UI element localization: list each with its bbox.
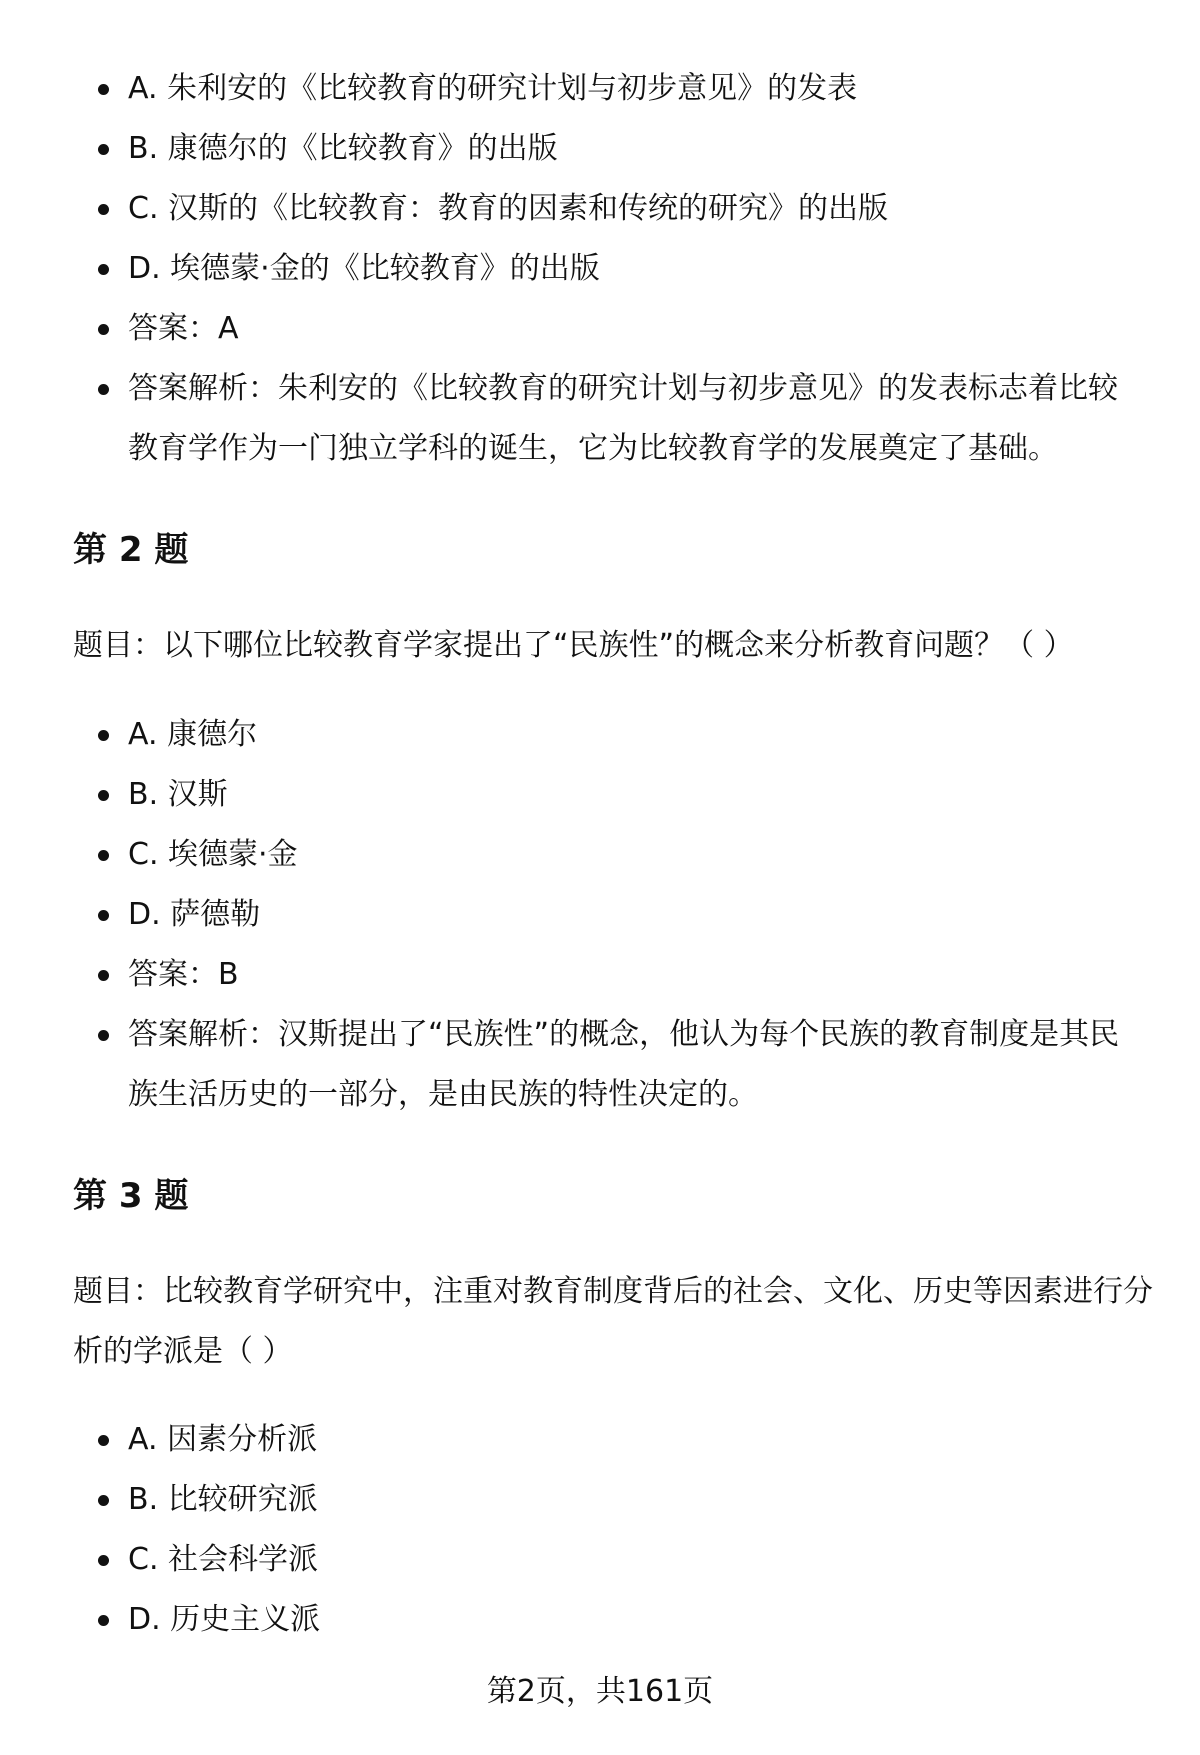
bullet-icon: [98, 1030, 109, 1041]
question-heading: 第 2 题: [73, 530, 189, 570]
bullet-icon: [98, 204, 109, 215]
explanation-item: 答案解析：朱利安的《比较教育的研究计划与初步意见》的发表标志着比较教育学作为一门独立学科的诞生，它为比较教育学的发展奠定了基础。: [0, 359, 1200, 479]
page-number: 第2页，共161页: [486, 1674, 714, 1709]
list-item: A. 因素分析派: [0, 1410, 1200, 1470]
bullet-icon: [98, 1555, 109, 1566]
bullet-icon: [98, 790, 109, 801]
bullet-icon: [98, 730, 109, 741]
list-item: B. 康德尔的《比较教育》的出版: [0, 119, 1200, 179]
list-item: B. 比较研究派: [0, 1470, 1200, 1530]
answer-item: 答案：A: [0, 299, 1200, 359]
bullet-icon: [98, 384, 109, 395]
bullet-icon: [98, 970, 109, 981]
bullet-icon: [98, 324, 109, 335]
list-item: D. 埃德蒙·金的《比较教育》的出版: [0, 239, 1200, 299]
q3-option-list: [0, 1410, 1200, 1650]
answer-item: 答案：B: [0, 945, 1200, 1005]
question-text: 题目：比较教育学研究中，注重对教育制度背后的社会、文化、历史等因素进行分析的学派是（ ）: [73, 1274, 1153, 1369]
bullet-icon: [98, 84, 109, 95]
list-item: C. 汉斯的《比较教育：教育的因素和传统的研究》的出版: [0, 179, 1200, 239]
list-item: C. 社会科学派: [0, 1530, 1200, 1590]
question-heading: 第 3 题: [73, 1176, 189, 1216]
list-item: A. 朱利安的《比较教育的研究计划与初步意见》的发表: [0, 59, 1200, 119]
list-item: C. 埃德蒙·金: [0, 825, 1200, 885]
bullet-icon: [98, 1495, 109, 1506]
bullet-icon: [98, 910, 109, 921]
bullet-icon: [98, 264, 109, 275]
bullet-icon: [98, 144, 109, 155]
question-text: 题目：以下哪位比较教育学家提出了“民族性”的概念来分析教育问题？（ ）: [73, 628, 1074, 663]
explanation-item: 答案解析：汉斯提出了“民族性”的概念，他认为每个民族的教育制度是其民族生活历史的一部分，是由民族的特性决定的。: [0, 1005, 1200, 1125]
list-item: D. 萨德勒: [0, 885, 1200, 945]
list-item: D. 历史主义派: [0, 1590, 1200, 1650]
bullet-icon: [98, 1435, 109, 1446]
list-item: A. 康德尔: [0, 705, 1200, 765]
bullet-icon: [98, 1615, 109, 1626]
bullet-icon: [98, 850, 109, 861]
q2-option-list: [0, 705, 1200, 1125]
list-item: B. 汉斯: [0, 765, 1200, 825]
q1-option-list: [0, 59, 1200, 479]
